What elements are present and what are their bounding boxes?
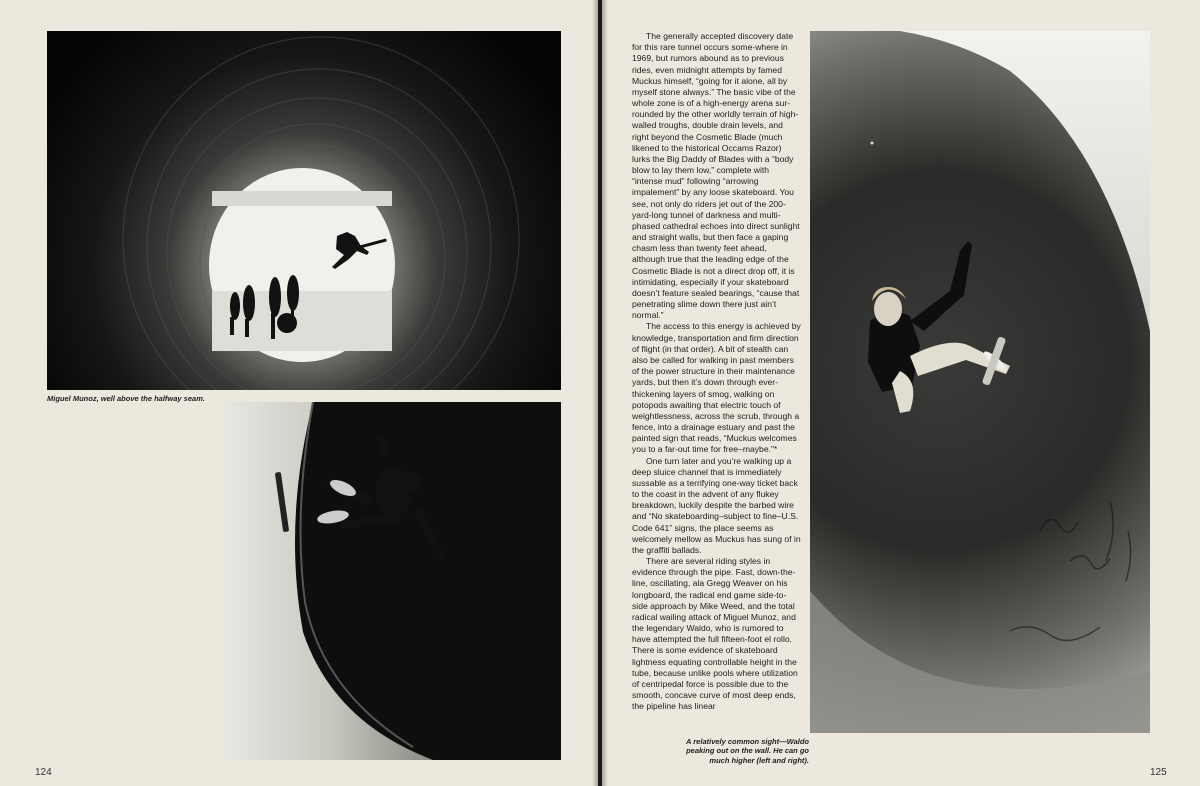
article-paragraph: One turn later and you’re walking up a deep sluice channel that is immediately sussable as a terrifying one-way ticket back to the coast in the advent of any flukey breakdown, luckily despite the barbed wire and “No skateboarding–subject to fine–U.S. Code 641” signs, the place seems as welcomely mellow as Muckus has sung of in the graffiti ballads.: [632, 455, 801, 555]
article-paragraph: There are several riding styles in evidence through the pipe. Fast, down-the-line, oscillating, ala Gregg Weaver on his longboard, the radical end game side-to-side approach by Mike Weed, and the total radical wailing attack of Miguel Munoz, and the legendary Waldo, who is rumored to have attempted the full fifteen-foot el rollo. There is some evidence of skateboard lightness equating controllable height in the tube, because unlike pools where utilization of centripedal force is possible due to the smooth, concave curve of most deep ends, the pipeline has linear: [632, 556, 798, 712]
article-paragraph: The access to this energy is achieved by knowledge, transportation and firm direction of flight (in that order). A bit of stealth can also be called for walking in past members of the power structure in their maintenance yards, but then it’s down through ever-thickening layers of smog, walking on potopods awaiting that electric touch of weightlessness, across the scrub, through a fence, into a drainage estuary and past the painted sign that reads, “Muckus welcomes you to a far-out time for free–maybe.”*: [632, 321, 801, 455]
tunnel-photo: [47, 31, 561, 390]
article-paragraph: The generally accepted discovery date for this rare tunnel occurs some-where in 1969, but rumors abound as to previous rides, even midnight attempts by famed Muckus himself, “going for it alone, all by myself stone always.” The basic vibe of the whole zone is of a high-energy arena sur-rounded by the other worldly terrain of high-walled troughs, double drain levels, and right beyond the Cosmetic Blade (much likened to the historical Occams Razor) lurks the Big Daddy of Blades with a “body blow to lay them low,” complete with “intense mud” following “arrowing impalement” by any loose skateboard. You see, not only do riders jet out of the 200-yard-long tunnel of darkness and multi-phased cathedral echoes into direct sunlight and straight walls, but then face a gaping chasm less than twenty feet ahead, although true that the leading edge of the Cosmetic Blade is not a direct drop off, it is intimidating, especially if your skateboard doesn’t feature sealed bearings, “cause that penetrating slime down there just ain’t normal.”: [632, 31, 800, 321]
waldo-photo-caption: A relatively common sight—Waldo peaking out on the wall. He can go much higher (left and right).: [686, 737, 809, 765]
page-number-right: 125: [1150, 767, 1167, 778]
article-body: [632, 31, 802, 712]
waldo-photo: [810, 31, 1150, 733]
pipe-wall-photo: [223, 402, 561, 760]
tunnel-photo-caption: Miguel Munoz, well above the halfway seam.: [47, 394, 205, 403]
page-number-left: 124: [35, 767, 52, 778]
